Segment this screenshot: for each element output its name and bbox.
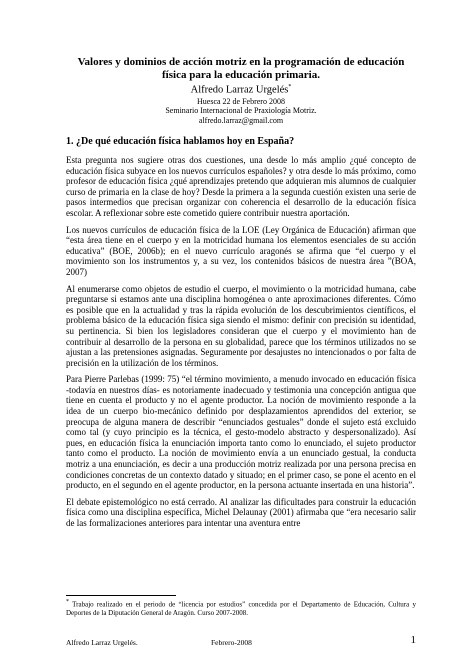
footnote [66, 598, 416, 618]
paper-header [66, 56, 416, 125]
author-line [66, 81, 416, 97]
paragraph-4: Para Pierre Parlebas (1999: 75) “el término movimiento, a menudo invocado en educación física -todavía en nuestros días- es notoriamente inadecuado y testimonia una concepción antigua que tiene en cuenta el producto y no el agente productor. La noción de movimiento responde a la idea de un cuerpo bio-mecánico definido por desplazamientos aprendidos del exterior, se preocupa de alguna manera de describir “enunciados gestuales” donde el sujeto está excluido como tal (y cuyo principio es la técnica, el gesto-modelo abstracto y despersonalizado). Así pues, en educación física la enunciación importa tanto como lo enunciado, el sujeto productor tanto como el producto. La noción de movimiento envía a un enunciado gestual, la conducta motriz a una enunciación, es decir a una producción motriz realizada por una persona precisa en condiciones concretas de un contexto datado y situado; en el primer caso, se pone el acento en el producto, en el segundo en el agente productor, en la persona actuante insertada en una historia”. [66, 374, 416, 491]
paper-body [66, 136, 416, 535]
footnote-mark: * [66, 599, 69, 605]
paper-title-line-1: Valores y dominios de acción motriz en la programación de educación [77, 56, 405, 68]
paragraph-2: Los nuevos currículos de educación física de la LOE (Ley Orgánica de Educación) afirman que “esta área tiene en el cuerpo y en la motricidad humana los elementos esenciales de su acción educativa” (BOE, 2006b); en el nuevo currículo aragonés se afirma que “el cuerpo y el movimiento son los instrumentos y, a su vez, los contenidos básicos de nuestra área ”(BOA, 2007) [66, 224, 416, 277]
footnote-text: Trabajo realizado en el periodo de “licencia por estudios” concedida por el Departamento de Educación, Cultura y Deportes de la Diputación General de Aragón. Curso 2007-2008. [66, 600, 416, 617]
footnote-divider [66, 595, 176, 596]
paragraph-5: El debate epistemológico no está cerrado. Al analizar las dificultades para construir la educación física como una disciplina específica, Michel Delaunay (2001) afirmaba que “era necesario salir de las formalizaciones anteriores para intentar una aventura entre [66, 496, 416, 528]
section-heading: 1. ¿De qué educación física hablamos hoy en España? [66, 136, 295, 147]
footer-author: Alfredo Larraz Urgelés. [66, 638, 138, 647]
author-name: Alfredo Larraz Urgelés [190, 84, 289, 96]
place-date: Huesca 22 de Febrero 2008 [197, 96, 285, 106]
author-email: alfredo.larraz@gmail.com [198, 115, 284, 125]
paper-title-line-2: física para la educación primaria. [162, 68, 320, 81]
event-name: Seminario Internacional de Praxiología Motriz. [165, 106, 317, 115]
paragraph-3: Al enumerarse como objetos de estudio el cuerpo, el movimiento o la motricidad humana, cabe preguntarse si estamos ante una disciplina homogénea o ante aproximaciones diferentes. Cómo es posible que en la actualidad y tras la rápida evolución de los descubrimientos científicos, el problema básico de la educación física siga siendo el mismo: definir con precisión su identidad, su pertinencia. Si bien los legisladores consideran que el cuerpo y el movimiento han de contribuir al desarrollo de la persona en su globalidad, parece que los términos utilizados no se ajustan a las pretensiones asignadas. Seguramente por desajustes no intencionados o por falta de precisión en la utilización de los términos. [66, 283, 416, 368]
paragraph-1: Esta pregunta nos sugiere otras dos cuestiones, una desde lo más amplio ¿qué concepto de educación física subyace en los nuevos currículos españoles? y otra desde lo más próximo, como profesor de educación física ¿qué aprendizajes pretendo que adquieran mis alumnos de cualquier curso de primaria en la clase de hoy? Desde la primera a la segunda cuestión existen una serie de pasos intermedios que precisan organizar con coherencia el desarrollo de la educación física escolar. A reflexionar sobre este cometido quiere contribuir nuestra aportación. [66, 155, 416, 218]
page-number: 1 [410, 634, 416, 646]
footer-date: Febrero-2008 [211, 638, 252, 647]
author-footnote-mark: * [288, 84, 292, 90]
